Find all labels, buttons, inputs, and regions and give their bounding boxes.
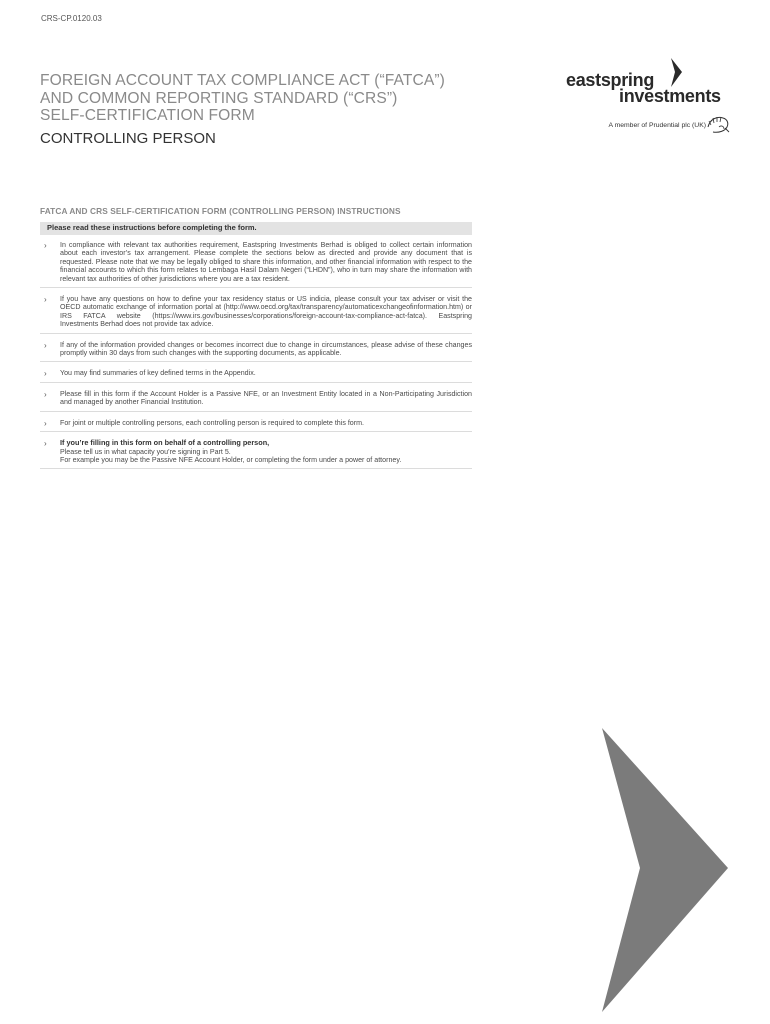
title-block [40, 72, 510, 148]
instructions-heading: FATCA AND CRS SELF-CERTIFICATION FORM (CONTROLLING PERSON) INSTRUCTIONS [40, 206, 401, 216]
list-item [40, 294, 472, 334]
list-item [40, 340, 472, 363]
logo-member-text: A member of Prudential plc (UK) [608, 122, 706, 129]
logo-chevron-icon [669, 58, 683, 88]
list-item [40, 418, 472, 432]
eastspring-logo [566, 58, 736, 138]
logo-text-investments: investments [619, 86, 721, 106]
list-item-heading: If you’re filling in this form on behalf of a controlling person, [60, 438, 270, 448]
list-item-text: In compliance with relevant tax authorities requirement, Eastspring Investments Berhad is obliged to collect certain information about each investor’s tax arrangement. Please complete the sections below as directed and provide any document that is requested. Please note that we may be legally obliged to share this information, and other financial information with respect to the financial accounts to which this form relates to Lembaga Hasil Dalam Negeri (“LHDN”), who in turn may share the information with relevant tax authorities of other jurisdictions where you are a tax resident. [60, 241, 472, 283]
list-item [40, 438, 472, 469]
list-item [40, 389, 472, 412]
instructions-notice [40, 222, 472, 235]
chevron-right-icon: › [44, 241, 47, 250]
chevron-right-icon: › [44, 369, 47, 379]
list-item-text: Please tell us in what capacity you’re signing in Part 5. [60, 447, 231, 456]
title-line-2: AND COMMON REPORTING STANDARD (“CRS”) [40, 89, 398, 107]
list-item-text: You may find summaries of key defined terms in the Appendix. [60, 369, 256, 378]
list-item-text: If you have any questions on how to define your tax residency status or US indicia, please consult your tax adviser or visit the OECD automatic exchange of information portal at (http://www.oecd.org/tax/transparency/automaticexchangeofinformation.htm) or IRS FATCA website (https://www.irs.gov/businesses/corporations/foreign-account-tax-compliance-act-fatca). Eastspring Investments Berhad does not provide tax advice. [60, 295, 472, 329]
title-line-3: SELF-CERTIFICATION FORM [40, 107, 255, 124]
chevron-right-icon: › [44, 295, 47, 305]
list-item-text: If any of the information provided changes or becomes incorrect due to change in circumstances, please advise of these changes promptly within 30 days from such changes with the supporting documents, as applicable. [60, 340, 472, 358]
list-item [40, 240, 472, 288]
chevron-right-icon: › [44, 389, 47, 399]
list-item [40, 368, 472, 382]
chevron-right-icon: › [44, 340, 47, 350]
list-item-text: For example you may be the Passive NFE Account Holder, or completing the form under a power of attorney. [60, 455, 402, 464]
page-subtitle: CONTROLLING PERSON [40, 129, 216, 147]
list-item-text: Please fill in this form if the Account Holder is a Passive NFE, or an Investment Entity located in a Non-Participating Jurisdiction and managed by another Financial Institution. [60, 389, 472, 407]
form-code: CRS-CP.0120.03 [41, 14, 102, 23]
notice-text: Please read these instructions before completing the form. [47, 223, 257, 232]
large-chevron-graphic [560, 728, 740, 1018]
list-item-text: For joint or multiple controlling persons, each controlling person is required to complete this form. [60, 418, 364, 427]
instruction-list [40, 240, 472, 475]
lion-icon [705, 113, 731, 135]
chevron-right-icon: › [44, 418, 47, 428]
chevron-right-icon: › [44, 439, 47, 449]
title-line-1: FOREIGN ACCOUNT TAX COMPLIANCE ACT (“FATCA”) [40, 72, 445, 89]
logo-text-eastspring: eastspring [566, 70, 655, 90]
